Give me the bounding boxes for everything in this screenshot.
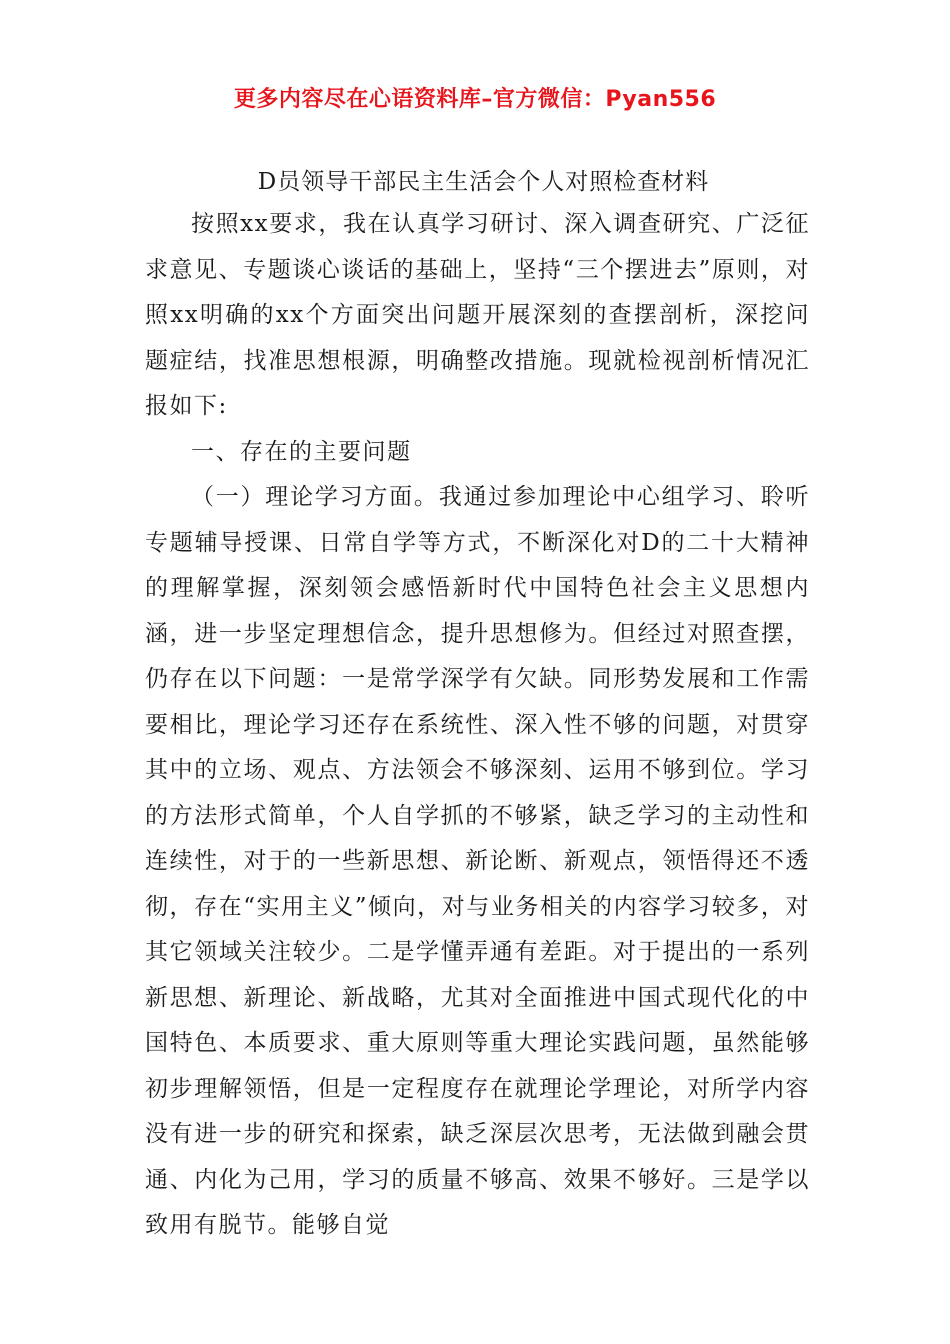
intro-paragraph: 按照xx要求，我在认真学习研讨、深入调查研究、广泛征求意见、专题谈心谈话的基础上，坚持“三个摆进去”原则，对照xx明确的xx个方面突出问题开展深刻的查摆剖析，深挖问题症结，找准思想根源，明确整改措施。现就检视剖析情况汇报如下: xyxy=(145,211,810,419)
document-body xyxy=(145,162,810,1249)
watermark-banner: 更多内容尽在心语资料库–官方微信：Pyan556 xyxy=(233,87,717,112)
section-heading: 一、存在的主要问题 xyxy=(191,438,412,465)
document-title: D员领导干部民主生活会个人对照检查材料 xyxy=(257,169,710,195)
body-paragraph: （一）理论学习方面。我通过参加理论中心组学习、聆听专题辅导授课、日常自学等方式，不断深化对D的二十大精神的理解掌握，深刻领会感悟新时代中国特色社会主义思想内涵，进一步坚定理想信念，提升思想修为。但经过对照查摆，仍存在以下问题：一是常学深学有欠缺。同形势发展和工作需要相比，理论学习还存在系统性、深入性不够的问题，对贯穿其中的立场、观点、方法领会不够深刻、运用不够到位。学习的方法形式简单，个人自学抓的不够紧，缺乏学习的主动性和连续性，对于的一些新思想、新论断、新观点，领悟得还不透彻，存在“实用主义”倾向，对与业务相关的内容学习较多，对其它领域关注较少。二是学懂弄通有差距。对于提出的一系列新思想、新理论、新战略，尤其对全面推进中国式现代化的中国特色、本质要求、重大原则等重大理论实践问题，虽然能够初步理解领悟，但是一定程度存在就理论学理论，对所学内容没有进一步的研究和探索，缺乏深层次思考，无法做到融会贯通、内化为己用，学习的质量不够高、效果不够好。三是学以致用有脱节。能够自觉 xyxy=(145,484,810,1238)
